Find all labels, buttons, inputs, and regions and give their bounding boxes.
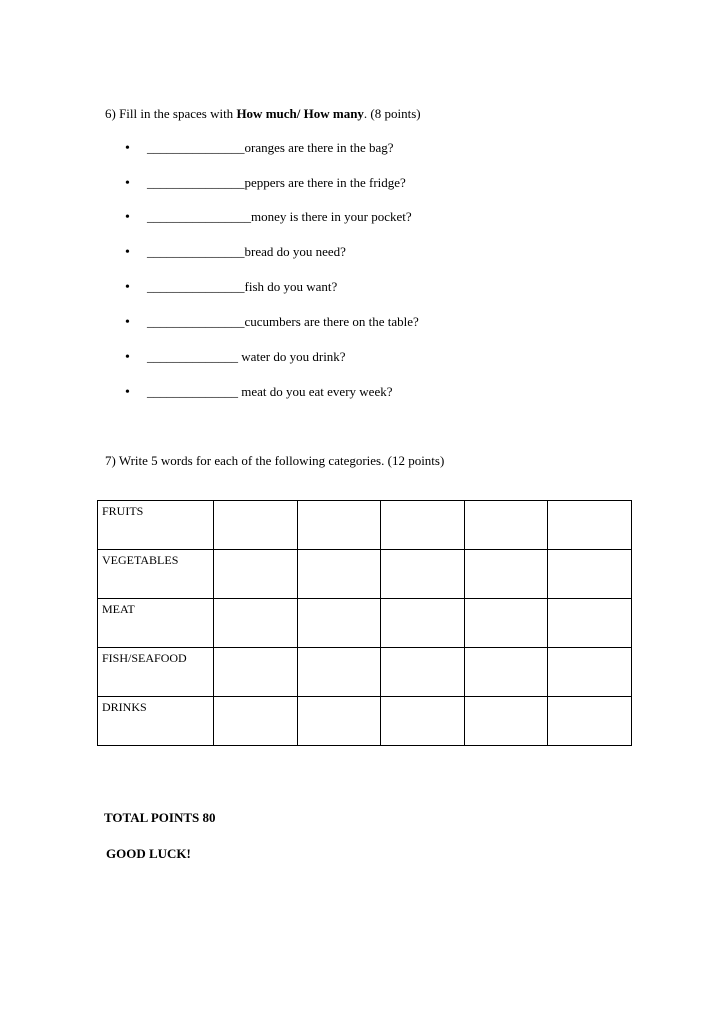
item-text: _______________cucumbers are there on the table?	[147, 314, 419, 329]
bullet-icon: •	[125, 350, 130, 365]
category-label: VEGETABLES	[98, 550, 214, 599]
answer-cell[interactable]	[297, 599, 381, 648]
table-row	[98, 697, 632, 746]
question-7-title: 7) Write 5 words for each of the following categories. (12 points)	[105, 453, 445, 468]
answer-cell[interactable]	[297, 550, 381, 599]
answer-cell[interactable]	[214, 697, 298, 746]
list-item	[125, 384, 392, 401]
q6-bold: How much/ How many	[236, 106, 364, 121]
bullet-icon: •	[125, 245, 130, 260]
bullet-icon: •	[125, 315, 130, 330]
category-label: FRUITS	[98, 501, 214, 550]
list-item	[125, 314, 419, 331]
list-item	[125, 209, 412, 226]
bullet-icon: •	[125, 385, 130, 400]
answer-cell[interactable]	[381, 697, 465, 746]
answer-cell[interactable]	[464, 550, 548, 599]
list-item	[125, 349, 346, 366]
table-row	[98, 648, 632, 697]
category-table	[97, 500, 632, 746]
answer-cell[interactable]	[548, 501, 632, 550]
table-row	[98, 599, 632, 648]
bullet-icon: •	[125, 141, 130, 156]
category-label: DRINKS	[98, 697, 214, 746]
list-item	[125, 279, 337, 296]
item-text: ______________ water do you drink?	[147, 349, 346, 364]
answer-cell[interactable]	[381, 550, 465, 599]
answer-cell[interactable]	[464, 697, 548, 746]
answer-cell[interactable]	[464, 599, 548, 648]
q6-suffix: . (8 points)	[363, 106, 421, 121]
answer-cell[interactable]	[214, 501, 298, 550]
item-text: _______________oranges are there in the bag?	[147, 140, 394, 155]
category-label: MEAT	[98, 599, 214, 648]
answer-cell[interactable]	[548, 599, 632, 648]
item-text: ______________ meat do you eat every week?	[147, 384, 393, 399]
answer-cell[interactable]	[548, 648, 632, 697]
answer-cell[interactable]	[214, 599, 298, 648]
item-text: ________________money is there in your pocket?	[147, 209, 412, 224]
answer-cell[interactable]	[381, 501, 465, 550]
list-item	[125, 244, 346, 261]
item-text: _______________bread do you need?	[147, 244, 346, 259]
answer-cell[interactable]	[464, 501, 548, 550]
total-points: TOTAL POINTS 80	[104, 810, 216, 825]
table-row	[98, 550, 632, 599]
bullet-icon: •	[125, 176, 130, 191]
item-text: _______________fish do you want?	[147, 279, 338, 294]
good-luck: GOOD LUCK!	[106, 846, 191, 861]
q6-prefix: 6) Fill in the spaces with	[105, 106, 237, 121]
answer-cell[interactable]	[548, 550, 632, 599]
answer-cell[interactable]	[548, 697, 632, 746]
answer-cell[interactable]	[381, 599, 465, 648]
item-text: _______________peppers are there in the fridge?	[147, 175, 406, 190]
answer-cell[interactable]	[297, 501, 381, 550]
bullet-icon: •	[125, 210, 130, 225]
answer-cell[interactable]	[381, 648, 465, 697]
category-label: FISH/SEAFOOD	[98, 648, 214, 697]
answer-cell[interactable]	[297, 697, 381, 746]
table-row	[98, 501, 632, 550]
bullet-icon: •	[125, 280, 130, 295]
answer-cell[interactable]	[464, 648, 548, 697]
answer-cell[interactable]	[214, 550, 298, 599]
list-item	[125, 175, 406, 192]
answer-cell[interactable]	[297, 648, 381, 697]
list-item	[125, 140, 394, 157]
answer-cell[interactable]	[214, 648, 298, 697]
question-6-title	[105, 106, 421, 122]
